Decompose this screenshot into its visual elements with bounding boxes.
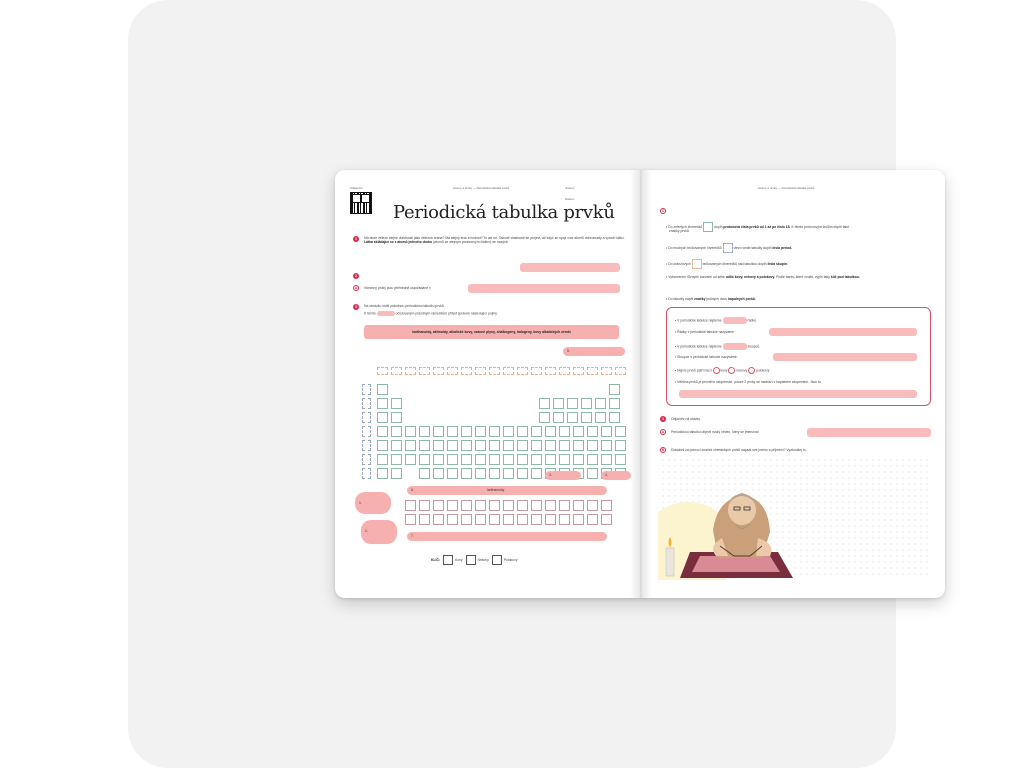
period-number-box[interactable] (362, 454, 371, 465)
f-block-cell[interactable] (573, 514, 584, 525)
task2a-text: Všechny prvky jsou přehledně uspořádané v (364, 286, 431, 290)
subtask-label: B (661, 448, 665, 452)
element-cell[interactable] (503, 440, 514, 451)
group-number-box[interactable] (405, 367, 416, 375)
element-cell[interactable] (461, 468, 472, 479)
element-cell[interactable] (447, 454, 458, 465)
element-cell[interactable] (601, 454, 612, 465)
element-cell[interactable] (517, 468, 528, 479)
element-cell[interactable] (419, 468, 430, 479)
f-block-cell[interactable] (531, 500, 542, 511)
element-cell[interactable] (573, 454, 584, 465)
box-item-1: • V periodické tabulce najdeme řádků. (675, 318, 757, 323)
box-item-2: • Řádky v periodické tabulce nazýváme (675, 330, 735, 334)
instruction-5: • Do tabulky napiš značky jediných dvou kapalných prvků. (666, 297, 756, 301)
task3-text2: K těmto očíslovaným prázdným rámečkům přiřaď správné následující pojmy. (364, 311, 498, 316)
element-cell[interactable] (545, 426, 556, 437)
element-cell[interactable] (615, 440, 626, 451)
instruction-4: • Vybarvením různými barvami od sebe odliš kovy, nekovy a polokovy. Podle barev, které zvolíš, vyplň taky klíč pod tabulkou. (666, 275, 860, 279)
label-field-3[interactable]: 3. (545, 471, 581, 480)
element-cell[interactable] (475, 426, 486, 437)
label-field-6[interactable]: 6. lanthanoidy (407, 486, 607, 495)
element-cell[interactable] (587, 468, 598, 479)
answer-field[interactable] (807, 428, 931, 437)
element-cell[interactable] (391, 426, 402, 437)
element-cell[interactable] (461, 426, 472, 437)
group-number-box[interactable] (419, 367, 430, 375)
element-cell[interactable] (475, 468, 486, 479)
task1-text: Má atom železa stejné vlastnosti jako železná brána? Má stejný lesk a tvrdost? To asi ne. Takové vlastnosti se projeví, až když se spojí více atomů dohromady a vytvoří látku. Látka skládající se z atomů jednoho druhu (atomů se stejným protonovým číslem) se nazývá (364, 236, 625, 245)
f-block-cell[interactable] (475, 500, 486, 511)
element-cell[interactable] (545, 454, 556, 465)
instruction-2: • Do modrých tečkovaných čtverečků vlevo vedle tabulky doplň čísla period. (666, 243, 792, 253)
element-cell[interactable] (447, 426, 458, 437)
f-block-cell[interactable] (405, 500, 416, 511)
fill-in-box (666, 307, 931, 406)
task-number: 3 (355, 305, 357, 309)
element-cell[interactable] (489, 440, 500, 451)
element-cell[interactable] (581, 398, 592, 409)
element-cell[interactable] (489, 426, 500, 437)
f-block-cell[interactable] (447, 500, 458, 511)
answer-field[interactable] (679, 390, 917, 398)
element-cell[interactable] (433, 426, 444, 437)
element-cell[interactable] (517, 454, 528, 465)
f-block-cell[interactable] (503, 514, 514, 525)
f-block-cell[interactable] (419, 500, 430, 511)
period-number-box[interactable] (362, 384, 371, 395)
element-cell[interactable] (595, 398, 606, 409)
element-cell[interactable] (503, 426, 514, 437)
element-cell[interactable] (517, 426, 528, 437)
element-cell[interactable] (391, 440, 402, 451)
f-block-cell[interactable] (601, 500, 612, 511)
page-header: Atomy a prvky — Periodická tabulka prvků (758, 186, 815, 190)
element-cell[interactable] (447, 468, 458, 479)
element-cell[interactable] (601, 440, 612, 451)
element-cell[interactable] (377, 468, 388, 479)
group-number-box[interactable] (517, 367, 528, 375)
element-cell[interactable] (447, 440, 458, 451)
box-item-3: • V periodické tabulce najdeme sloupců. (675, 344, 761, 349)
group-number-box[interactable] (573, 367, 584, 375)
element-cell[interactable] (405, 426, 416, 437)
image-frame (128, 0, 896, 768)
element-cell[interactable] (391, 454, 402, 465)
element-cell[interactable] (377, 440, 388, 451)
element-cell[interactable] (377, 426, 388, 437)
f-block-cell[interactable] (461, 500, 472, 511)
f-block-cell[interactable] (517, 500, 528, 511)
element-cell[interactable] (391, 412, 402, 423)
element-cell[interactable] (475, 454, 486, 465)
f-block-cell[interactable] (587, 514, 598, 525)
f-block-cell[interactable] (433, 514, 444, 525)
element-cell[interactable] (559, 440, 570, 451)
f-block-cell[interactable] (433, 500, 444, 511)
element-cell[interactable] (595, 412, 606, 423)
group-number-box[interactable] (475, 367, 486, 375)
qr-code-icon[interactable] (350, 192, 372, 214)
label-field-7[interactable]: 7. (407, 532, 607, 541)
f-block-cell[interactable] (587, 500, 598, 511)
element-cell[interactable] (587, 440, 598, 451)
period-number-box[interactable] (362, 440, 371, 451)
answer-field[interactable] (769, 328, 917, 336)
group-number-box[interactable] (615, 367, 626, 375)
right-page (640, 170, 945, 598)
f-block-cell[interactable] (559, 514, 570, 525)
element-cell[interactable] (545, 440, 556, 451)
terms-bar: lanthanoidy, aktinoidy, alkalické kovy, vzácné plyny, chalkogeny, halogeny, kovy alkalických zemin (364, 325, 619, 339)
label-field-2[interactable]: 2. (361, 520, 397, 544)
element-cell[interactable] (615, 426, 626, 437)
task3-text1: Na obrázku vidíš prázdnou periodickou tabulku prvků. (364, 304, 445, 308)
left-page (335, 170, 640, 598)
f-block-cell[interactable] (405, 514, 416, 525)
key-box-metals[interactable] (443, 555, 453, 565)
element-cell[interactable] (587, 454, 598, 465)
element-cell[interactable] (377, 384, 388, 395)
element-cell[interactable] (581, 412, 592, 423)
f-block-cell[interactable] (475, 514, 486, 525)
task4-text: Odpověz na otázky. (671, 417, 701, 421)
element-cell[interactable] (433, 454, 444, 465)
element-cell[interactable] (573, 426, 584, 437)
subtask-label: C (661, 209, 665, 213)
answer-field[interactable] (468, 284, 620, 293)
scientist-illustration (658, 460, 803, 580)
box-item-5: • Nejvíc prvků patří mezi kovy nekovy polokovy (675, 368, 770, 373)
group-number-box[interactable] (377, 367, 388, 375)
element-cell[interactable] (531, 454, 542, 465)
qr-caption: Odkaz/ce (350, 186, 363, 190)
element-cell[interactable] (539, 412, 550, 423)
element-cell[interactable] (609, 412, 620, 423)
f-block-cell[interactable] (503, 500, 514, 511)
f-block-cell[interactable] (573, 500, 584, 511)
element-cell[interactable] (461, 454, 472, 465)
element-cell[interactable] (609, 398, 620, 409)
element-cell[interactable] (419, 454, 430, 465)
subtask-label: A (354, 286, 358, 290)
element-cell[interactable] (553, 412, 564, 423)
box-item-4: • Sloupce v periodické tabulce nazýváme (675, 355, 737, 359)
element-cell[interactable] (531, 426, 542, 437)
element-cell[interactable] (475, 440, 486, 451)
element-cell[interactable] (601, 426, 612, 437)
group-number-box[interactable] (531, 367, 542, 375)
label-field-1[interactable]: 1. (355, 492, 391, 514)
instruction-3: • Do oranžových tečkovaných čtverečků nad tabulkou doplň čísla skupin. (666, 259, 788, 269)
f-block-cell[interactable] (489, 514, 500, 525)
element-cell[interactable] (405, 440, 416, 451)
element-cell[interactable] (377, 398, 388, 409)
legend-key: KLÍČ: Kovy Nekovy Polokovy (431, 553, 518, 567)
element-cell[interactable] (517, 440, 528, 451)
element-cell[interactable] (405, 454, 416, 465)
group-number-box[interactable] (391, 367, 402, 375)
period-number-box[interactable] (362, 426, 371, 437)
element-cell[interactable] (559, 426, 570, 437)
box-item-6: • Většina prvků je pevného skupenství, pouze 2 prvky se nachází v kapalném skupenství. Jsou to (675, 380, 821, 384)
element-cell[interactable] (391, 398, 402, 409)
group-number-box[interactable] (587, 367, 598, 375)
element-cell[interactable] (503, 454, 514, 465)
element-cell[interactable] (433, 468, 444, 479)
task-number: 2 (355, 274, 357, 278)
group-number-box[interactable] (601, 367, 612, 375)
page-title: Periodická tabulka prvků (393, 202, 615, 223)
instruction-1-cont: značky prvků. (669, 229, 690, 233)
group-number-box[interactable] (447, 367, 458, 375)
element-cell[interactable] (391, 468, 402, 479)
f-block-cell[interactable] (489, 500, 500, 511)
element-cell[interactable] (531, 468, 542, 479)
key-box-nonmetals[interactable] (466, 555, 476, 565)
task-number: 4 (662, 417, 664, 421)
element-cell[interactable] (539, 398, 550, 409)
group-number-box[interactable] (559, 367, 570, 375)
instruction-1: • Do zelených čtverečků doplň protonová čísla prvků od 1 až po číslo 18. K těmto protonovým číslům doplň také (666, 222, 849, 232)
element-cell[interactable] (419, 426, 430, 437)
task4a-text: Periodickou tabulku objevil ruský vědec, který se jmenoval (671, 430, 759, 434)
name-label: Jméno: (565, 186, 575, 190)
element-cell[interactable] (433, 440, 444, 451)
element-cell[interactable] (559, 454, 570, 465)
f-block-cell[interactable] (461, 514, 472, 525)
f-block-cell[interactable] (545, 514, 556, 525)
subtask-label: A (661, 430, 665, 434)
element-cell[interactable] (609, 384, 620, 395)
period-number-box[interactable] (362, 468, 371, 479)
group-number-box[interactable] (433, 367, 444, 375)
period-number-box[interactable] (362, 398, 371, 409)
f-block-cell[interactable] (601, 514, 612, 525)
element-cell[interactable] (377, 454, 388, 465)
answer-field[interactable] (773, 353, 917, 361)
page-header: Atomy a prvky — Periodická tabulka prvků (453, 186, 510, 190)
element-cell[interactable] (587, 426, 598, 437)
group-number-box[interactable] (461, 367, 472, 375)
open-workbook (335, 170, 945, 598)
task4b-text: Dokážeš za pomoci značek chemických prvků napsat své jméno a příjmení? Vyzkoušej to. (671, 448, 807, 452)
element-cell[interactable] (567, 398, 578, 409)
f-block-cell[interactable] (447, 514, 458, 525)
task-number: 1 (355, 237, 357, 241)
element-cell[interactable] (461, 440, 472, 451)
label-field-4[interactable]: 4. (601, 471, 631, 480)
element-cell[interactable] (489, 468, 500, 479)
f-block-cell[interactable] (517, 514, 528, 525)
element-cell[interactable] (489, 454, 500, 465)
f-block-cell[interactable] (531, 514, 542, 525)
element-cell[interactable] (503, 468, 514, 479)
period-number-box[interactable] (362, 412, 371, 423)
f-block-cell[interactable] (559, 500, 570, 511)
element-cell[interactable] (531, 440, 542, 451)
date-label: Datum: (565, 197, 575, 201)
element-cell[interactable] (615, 454, 626, 465)
group-number-box[interactable] (545, 367, 556, 375)
element-cell[interactable] (377, 412, 388, 423)
f-block-cell[interactable] (545, 500, 556, 511)
answer-field[interactable] (520, 263, 620, 272)
key-box-metalloids[interactable] (492, 555, 502, 565)
element-cell[interactable] (419, 440, 430, 451)
label-field-5[interactable]: 5. (563, 347, 625, 356)
group-number-box[interactable] (489, 367, 500, 375)
element-cell[interactable] (553, 398, 564, 409)
group-number-box[interactable] (503, 367, 514, 375)
element-cell[interactable] (573, 440, 584, 451)
element-cell[interactable] (567, 412, 578, 423)
f-block-cell[interactable] (419, 514, 430, 525)
